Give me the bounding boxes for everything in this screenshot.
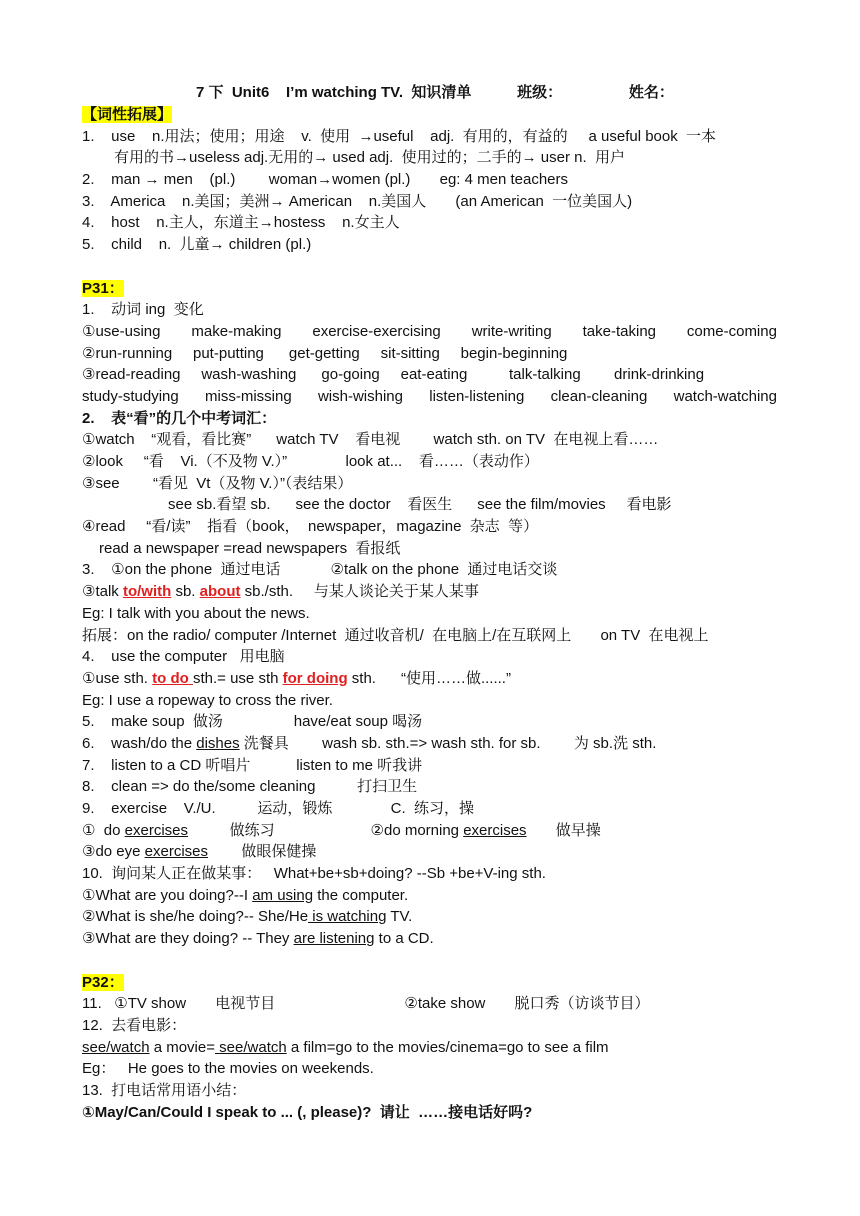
item-text: 做眼保健操	[208, 843, 317, 861]
ing-pair: come-coming	[686, 322, 777, 340]
p31-item-6	[82, 733, 782, 755]
watch-line: ①watch “观看，看比赛” watch TV 看电视 watch sth. on TV 在电视上看……	[82, 431, 659, 449]
item-text: ① do	[82, 821, 125, 839]
use-text: ①use sth.	[82, 669, 153, 687]
section-cixing: 【词性拓展】	[82, 106, 173, 123]
item-text: 做练习 ②do morning	[188, 821, 464, 839]
question-line-3	[82, 928, 782, 950]
underlined-word: see/watch	[82, 1038, 150, 1056]
ing-pair: exercise-exercising	[312, 322, 441, 340]
ing-pair: wish-wishing	[317, 387, 403, 405]
item-text: ①What are you doing?--I	[82, 886, 253, 904]
item-text: 洗餐具 wash sb. sth.=> wash sth. for sb. 为 sb.洗 sth.	[239, 734, 657, 752]
item-text: TV.	[386, 908, 413, 926]
cixing-line: 3. America n.美国；美洲→ American n.美国人 (an American 一位美国人)	[82, 192, 633, 210]
talk-text: sb./sth. 与某人谈论关于某人某事	[240, 583, 479, 601]
talk-highlight: about	[199, 583, 241, 601]
title-main: 7 下 Unit6 I’m watching TV. 知识清单	[196, 84, 472, 101]
p31-item-1: 1. 动词 ing 变化	[82, 301, 204, 319]
underlined-word: dishes	[196, 734, 240, 752]
ing-pair: listen-listening	[429, 387, 525, 405]
item-text: the computer.	[313, 886, 409, 904]
underlined-word: am using	[252, 886, 314, 904]
use-line	[82, 668, 782, 690]
ing-pair: make-making	[191, 322, 282, 340]
ing-pair: clean-cleaning	[550, 387, 648, 405]
movie-line	[82, 1037, 782, 1059]
ing-row-2: ②run-running put-putting get-getting sit-sitting begin-beginning	[82, 344, 568, 362]
see-line: ③see “看见 Vt（及物 V.）”（表结果）	[82, 474, 353, 492]
underlined-word: is watching	[308, 908, 387, 926]
use-highlight: to do	[152, 669, 193, 687]
question-line-1	[82, 885, 782, 907]
underlined-word: are listening	[293, 930, 375, 948]
ing-row-3: ③read-reading wash-washing go-going eat-eating talk-talking drink-drinking	[82, 366, 705, 384]
example-line: Eg: I talk with you about the news.	[82, 604, 310, 622]
use-text: sth. “使用……做......”	[347, 669, 511, 687]
item-text: 6. wash/do the	[82, 734, 197, 752]
question-line-2	[82, 906, 782, 928]
document-page	[82, 82, 782, 1123]
read-line: ④read “看/读” 指看（book， newspaper，magazine 杂志 等）	[82, 518, 539, 536]
name-label: 姓名：	[628, 84, 674, 101]
item-text: ③do eye	[82, 843, 145, 861]
class-label: 班级：	[517, 84, 563, 101]
talk-text: ③talk	[82, 583, 123, 601]
item-text: ②What is she/he doing?-- She/He	[82, 908, 309, 926]
ing-row-1	[82, 321, 777, 343]
ing-pair: study-studying	[82, 387, 179, 405]
cixing-line: 2. man → men (pl.) woman→women (pl.) eg: 4 men teachers	[82, 171, 569, 189]
p32-item-12: 12. 去看电影：	[82, 1016, 187, 1034]
ing-pair: take-taking	[582, 322, 656, 340]
p31-item-9: 9. exercise V./U. 运动，锻炼 C. 练习，操	[82, 800, 475, 817]
cixing-line: 1. use n.用法；使用；用途 v. 使用 →useful adj. 有用的，有益的 a useful book 一本	[82, 127, 717, 145]
ing-pair: write-writing	[471, 322, 552, 340]
phone-phrase-1: ①May/Can/Could I speak to ... (, please)? 请让 ……接电话好吗?	[82, 1103, 533, 1121]
item-text: a movie=	[149, 1038, 215, 1056]
p31-item-10: 10. 询问某人正在做某事： What+be+sb+doing? --Sb +be+V-ing sth.	[82, 865, 546, 883]
cixing-line: 有用的书→useless adj.无用的→ used adj. 使用过的；二手的→ user n. 用户	[114, 149, 625, 167]
ing-pair: watch-watching	[673, 387, 777, 405]
section-p32: P32：	[82, 973, 124, 991]
underlined-word: see/watch	[215, 1038, 287, 1056]
underlined-word: exercises	[144, 843, 209, 861]
talk-line	[82, 581, 782, 603]
page-title	[82, 82, 782, 104]
underlined-word: exercises	[463, 821, 527, 839]
example-line: Eg： He goes to the movies on weekends.	[82, 1060, 374, 1078]
p32-item-13: 13. 打电话常用语小结：	[82, 1081, 247, 1099]
item-text: ③What are they doing? -- They	[82, 930, 294, 948]
talk-highlight: to/with	[122, 583, 172, 601]
cixing-line: 5. child n. 儿童→ children (pl.)	[82, 236, 312, 254]
item-text: 做早操	[526, 821, 601, 839]
read-line-example: read a newspaper =read newspapers 看报纸	[99, 539, 401, 557]
p31-item-5: 5. make soup 做汤 have/eat soup 喝汤	[82, 713, 423, 731]
p31-item-2: 2. 表“看”的几个中考词汇：	[82, 409, 277, 427]
exercise-line-1	[82, 820, 782, 842]
p31-item-7: 7. listen to a CD 听唱片 listen to me 听我讲	[82, 756, 423, 774]
exercise-line-2	[82, 841, 782, 863]
item-text: a film=go to the movies/cinema=go to see a film	[286, 1038, 609, 1056]
item-text: to a CD.	[374, 930, 434, 948]
cixing-line: 4. host n.主人，东道主→hostess n.女主人	[82, 214, 400, 232]
ing-row-4	[82, 386, 777, 408]
p32-item-11: 11. ①TV show 电视节目 ②take show 脱口秀（访谈节目）	[82, 995, 650, 1013]
look-line: ②look “看 Vi.（不及物 V.）” look at... 看……（表动作）	[82, 453, 539, 470]
ing-pair: miss-missing	[205, 387, 292, 405]
ing-pair: ①use-using	[82, 322, 161, 340]
p31-item-3: 3. ①on the phone 通过电话 ②talk on the phone 通过电话交谈	[82, 561, 558, 579]
section-p31: P31：	[82, 279, 124, 297]
see-line-examples: see sb.看望 sb. see the doctor 看医生 see the film/movies 看电影	[168, 496, 672, 514]
use-highlight: for doing	[282, 669, 348, 687]
use-text: sth.= use sth	[192, 669, 283, 687]
example-line: Eg: I use a ropeway to cross the river.	[82, 691, 333, 709]
talk-text: sb.	[171, 583, 200, 601]
extension-line: 拓展：on the radio/ computer /Internet 通过收音机/ 在电脑上/在互联网上 on TV 在电视上	[82, 626, 709, 644]
p31-item-4: 4. use the computer 用电脑	[82, 648, 285, 666]
underlined-word: exercises	[124, 821, 188, 839]
p31-item-8: 8. clean => do the/some cleaning 打扫卫生	[82, 778, 418, 796]
